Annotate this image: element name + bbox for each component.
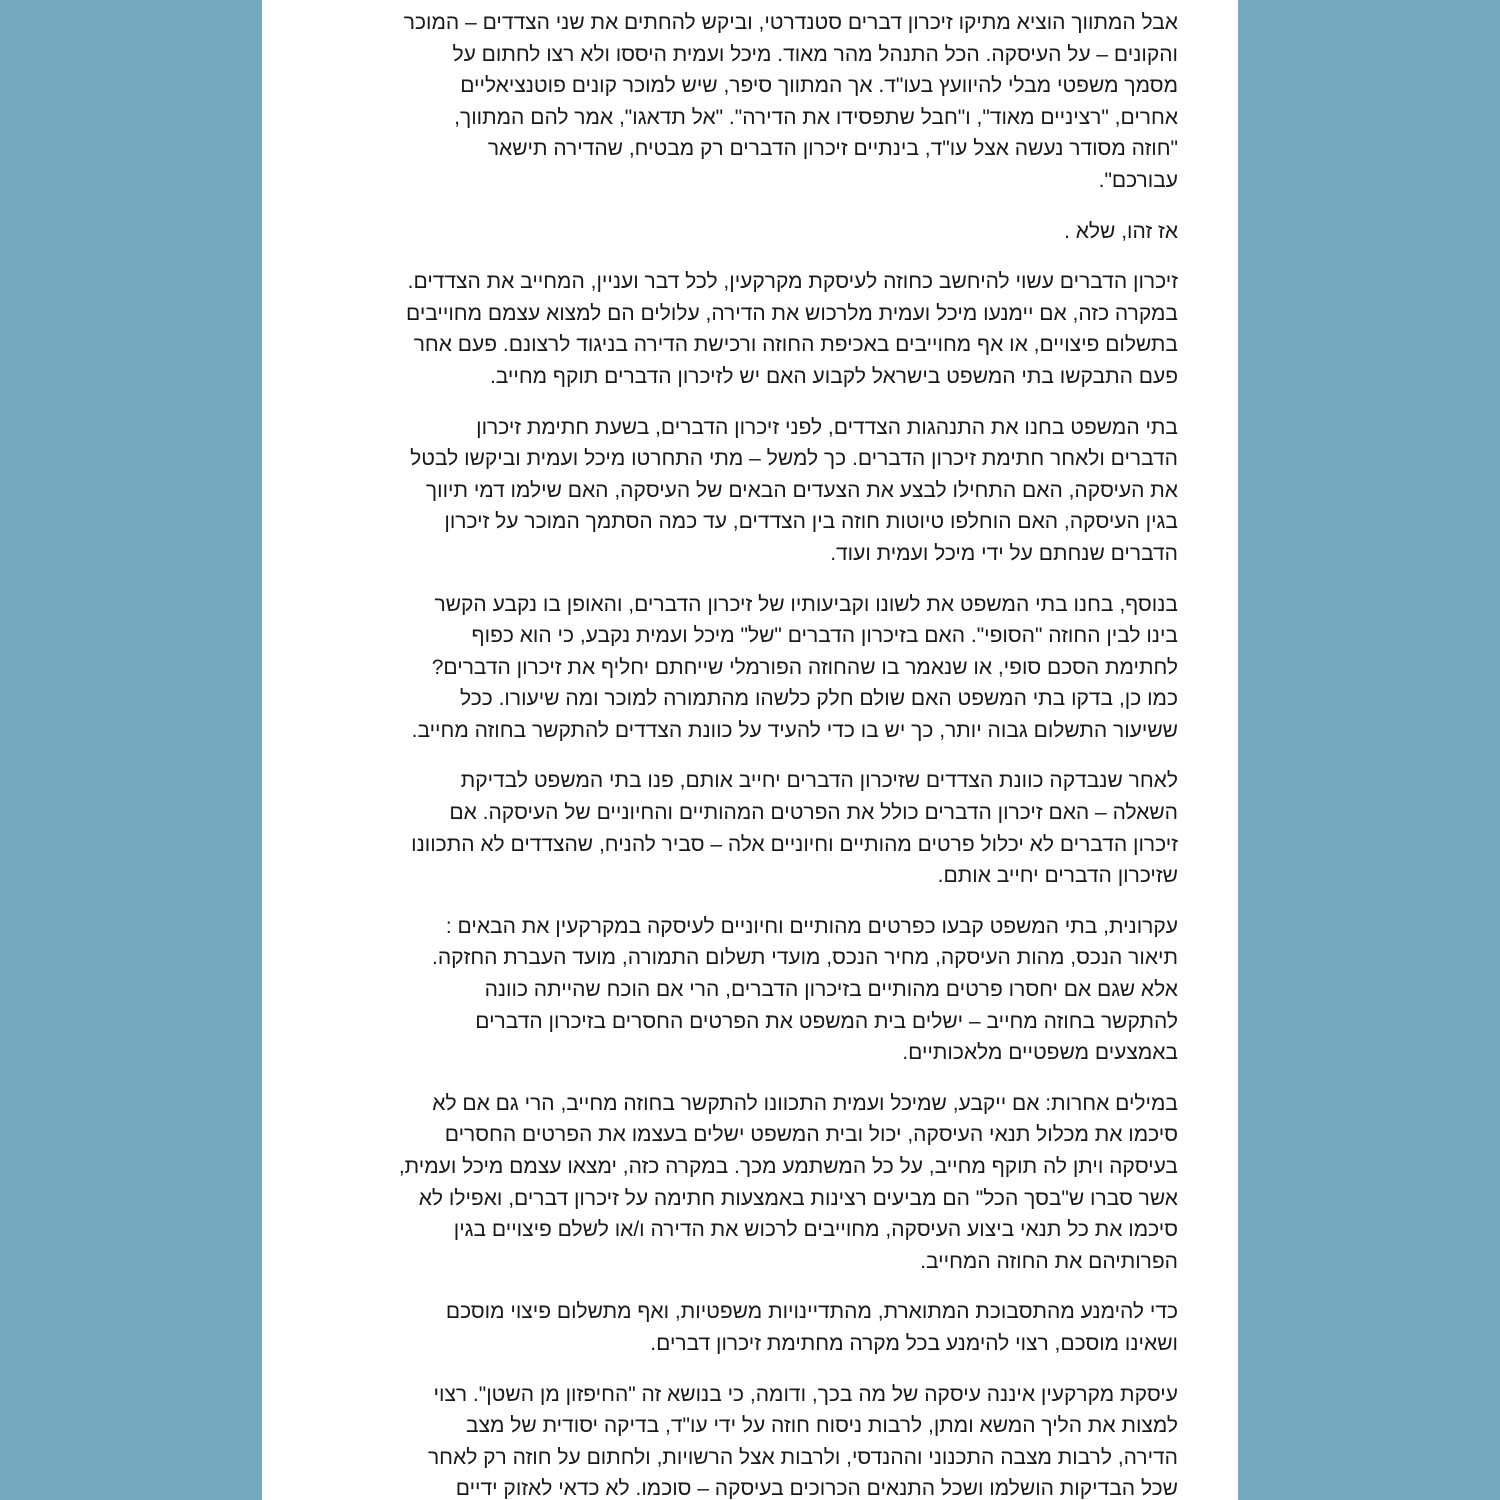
text-line: בתשלום פיצויים, או אף מחוייבים באכיפת החוזה ורכישת הדירה בניגוד לרצונם. פעם אחר [413,333,1178,357]
paragraph-9 [310,1296,1178,1359]
text-line: סיכמו את מכלול תנאי העיסקה, יכול ובית המשפט ישלים בעצמו את הפרטים החסרים [444,1123,1178,1147]
paragraph-8 [310,1088,1178,1278]
text-line: עבורכם". [1098,168,1178,192]
paragraph-2 [310,216,1178,248]
text-line: שכל הבדיקות הושלמו ושכל התנאים הכרוכים בעיסקה – סוכמו. לא כדאי לאזוק ידיים [455,1477,1178,1500]
text-line: באמצעים משפטיים מלאכותיים. [902,1041,1178,1065]
text-line: אבל המתווך הוציא מתיקו זיכרון דברים סטנדרטי, וביקש להחתים את שני הצדדים – המוכר [403,11,1178,34]
text-line: כדי להימנע מהתסבוכת המתוארת, מהתדיינויות משפטיות, ואף מתשלום פיצוי מוסכם [445,1300,1178,1324]
text-line: והקונים – על העיסקה. הכל התנהל מהר מאוד. מיכל ועמית היססו ולא רצו לחתום על [452,42,1178,66]
text-line: פעם התבקשו בתי המשפט בישראל לקבוע האם יש לזיכרון הדברים תוקף מחייב. [489,364,1178,388]
document-page [262,0,1238,1500]
paragraph-3 [310,266,1178,392]
text-line: בגין העיסקה, האם הוחלפו טיוטות חוזה בין הצדדים, עד כמה הסתמך המוכר על זיכרון [444,510,1178,534]
text-line: הדברים ולאחר חתימת זיכרון הדברים. כך למשל – מתי התחרטו מיכל ועמית וביקשו לבטל [410,447,1178,471]
text-line: לחתימת הסכם סופי, או שנאמר בו שהחוזה הפורמלי שייחתם יחליף את זיכרון הדברים? [431,655,1178,679]
text-line: בעיסקה ויתן לה תוקף מחייב, על כל המשתמע מכך. במקרה כזה, ימצאו עצמם מיכל ועמית, [398,1155,1178,1178]
paragraph-7 [310,911,1178,1069]
text-line: למצות את הליך המשא ומתן, לרבות ניסוח חוזה על ידי עו"ד, בדיקה יסודית של מצב [466,1414,1178,1438]
text-line: אחרים, "רציניים מאוד", ו"חבל שתפסידו את הדירה". "אל תדאגו", אמר להם המתווך, [454,105,1178,129]
text-line: סיכמו את כל תנאי ביצוע העיסקה, מחוייבים לרכוש את הדירה ו/או לשלם פיצויים בגין [453,1218,1178,1242]
paragraph-1 [310,7,1178,197]
text-line: עיסקת מקרקעין איננה עיסקה של מה בכך, ודומה, כי בנושא זה "החיפזון מן השטן". רצוי [433,1382,1178,1406]
text-line: הדברים שנחתם על ידי מיכל ועמית ועוד. [830,541,1178,565]
text-line: זיכרון הדברים עשוי להיחשב כחוזה לעיסקת מקרקעין, לכל דבר ועניין, המחייב את הצדדים. [407,270,1178,294]
paragraph-10 [310,1379,1178,1500]
text-line: בנוסף, בחנו בתי המשפט את לשונו וקביעותיו של זיכרון הדברים, והאופן בו נקבע הקשר [434,592,1178,616]
text-line: הפרותיהם את החוזה המחייב. [920,1249,1178,1273]
text-line: להתקשר בחוזה מחייב – ישלים בית המשפט את הפרטים החסרים בזיכרון הדברים [475,1009,1178,1033]
paragraph-6 [310,765,1178,891]
text-line: כמו כן, בדקו בתי המשפט האם שולם חלק כלשהו מהתמורה למוכר ומה שיעורו. ככל [460,687,1178,711]
text-line: אשר סברו ש"בסך הכל" הם מביעים רצינות באמצעות חתימה על זיכרון דברים, ואפילו לא [418,1186,1178,1210]
text-line: "חוזה מסודר נעשה אצל עו"ד, בינתיים זיכרון הדברים רק מבטיח, שהדירה תישאר [487,137,1178,161]
text-line: הדירה, לרבות מצבה התכנוני וההנדסי, ולרבות אצל הרשויות, ולחתום על חוזה רק לאחר [427,1445,1178,1469]
article-body [310,7,1178,1500]
text-line: אלא שגם אם יחסרו פרטים מהותיים בזיכרון הדברים, הרי אם הוכח שהייתה כוונה [484,978,1178,1002]
text-line: ששיעור התשלום גבוה יותר, כך יש בו כדי להעיד על כוונת הצדדים להתקשר בחוזה מחייב. [411,718,1178,742]
text-line: מסמך משפטי מבלי להיוועץ בעו"ד. אך המתווך סיפר, שיש למוכר קונים פוטנציאליים [460,74,1178,98]
text-line: שזיכרון הדברים יחייב אותם. [937,864,1178,888]
text-line: תיאור הנכס, מהות העיסקה, מחיר הנכס, מועדי תשלום התמורה, מועד העברת החזקה. [432,946,1178,970]
text-line: השאלה – האם זיכרון הדברים כולל את הפרטים המהותיים והחיוניים של העיסקה. אם [449,801,1178,825]
text-line: בינו לבין החוזה "הסופי". האם בזיכרון הדברים "של" מיכל ועמית נקבע, כי הוא כפוף [471,624,1178,648]
text-line: ושאינו מוסכם, רצוי להימנע בכל מקרה מחתימת זיכרון דברים. [650,1331,1178,1355]
paragraph-5 [310,589,1178,747]
text-line: זיכרון הדברים לא יכלול פרטים מהותיים וחיוניים אלה – סביר להניח, שהצדדים לא התכוונו [411,832,1178,856]
paragraph-4 [310,412,1178,570]
text-line: בתי המשפט בחנו את התנהגות הצדדים, לפני זיכרון הדברים, בשעת חתימת זיכרון [476,415,1178,439]
text-line: אז זהו, שלא . [1064,219,1178,243]
text-line: במקרה כזה, אם יימנעו מיכל ועמית מלרכוש את הדירה, עלולים הם למצוא עצמם מחוייבים [406,301,1178,325]
text-line: לאחר שנבדקה כוונת הצדדים שזיכרון הדברים יחייב אותם, פנו בתי המשפט לבדיקת [460,769,1178,793]
text-line: עקרונית, בתי המשפט קבעו כפרטים מהותיים וחיוניים לעיסקה במקרקעין את הבאים : [445,914,1178,938]
text-line: במילים אחרות: אם ייקבע, שמיכל ועמית התכוונו להתקשר בחוזה מחייב, הרי גם אם לא [432,1091,1178,1115]
text-line: את העיסקה, האם התחילו לבצע את הצעדים הבאים של העיסקה, האם שילמו דמי תיווך [425,478,1178,502]
